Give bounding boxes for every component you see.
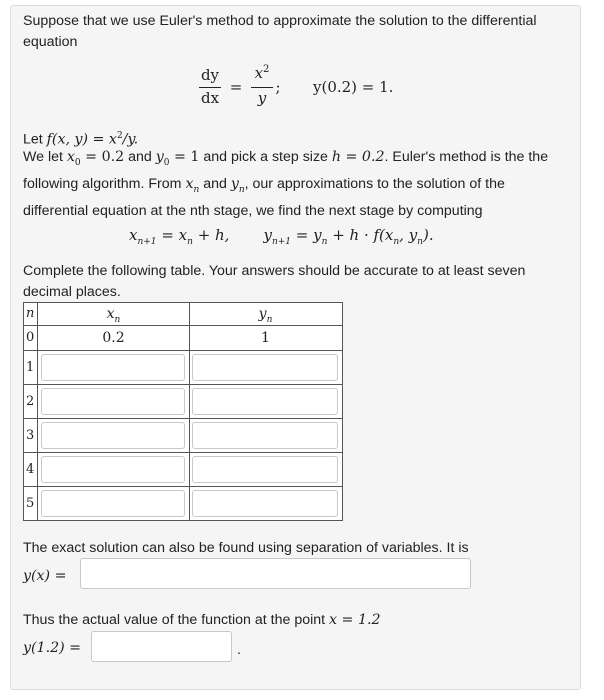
x1-input[interactable]	[41, 354, 185, 381]
row0-x-value: 0.2	[38, 326, 190, 350]
ode-denominator: y	[257, 89, 267, 107]
rec-x-rhs-b: + h,	[192, 226, 230, 244]
table-intro: Complete the following table. Your answers should be accurate to at least seven decimal places.	[23, 263, 526, 300]
row3-x-cell	[38, 419, 190, 452]
table-row-1	[24, 350, 342, 384]
setup-yn-sub: n	[238, 184, 245, 195]
table-row-4	[24, 452, 342, 486]
y3-input[interactable]	[192, 422, 338, 449]
ode-equals: =	[229, 78, 243, 96]
setup-y0-value: = 1	[169, 149, 200, 165]
y4-input[interactable]	[192, 456, 338, 483]
rec-y-rhs-b: + h · f(x	[327, 226, 394, 244]
actual-value-label: y(1.2) =	[23, 640, 82, 656]
setup-and2: and	[199, 175, 231, 192]
row3-y-cell	[189, 419, 342, 452]
table-header-row	[24, 303, 342, 325]
exact-solution-text: The exact solution can also be found using separation of variables. It is	[23, 540, 469, 556]
actual-value-text	[23, 610, 381, 631]
row-n: 2	[24, 385, 38, 418]
setup-rest1: . Euler's method is the the	[384, 149, 549, 165]
euler-table	[23, 302, 343, 521]
setup-line2-a: following algorithm. From	[23, 175, 186, 192]
rec-y-rhs-a: = y	[291, 226, 322, 244]
rec-y-rhs-sub3: n	[417, 237, 423, 247]
rec-x-next-sub: n+1	[137, 237, 157, 247]
header-y-label: y	[258, 306, 267, 322]
setup-x0: x	[66, 149, 75, 165]
rec-y-next: y	[263, 226, 272, 244]
ode-fraction-bar-left	[199, 87, 221, 88]
intro-text: Suppose that we use Euler's method to approximate the solution to the differential equation	[23, 13, 537, 50]
f-definition: f(x, y) = x	[46, 131, 117, 148]
header-x-label: x	[106, 306, 115, 322]
table-row-0	[24, 325, 342, 350]
header-y-sub: n	[266, 314, 273, 325]
question-card	[10, 5, 581, 690]
row2-x-cell	[38, 385, 190, 418]
setup-and1: and	[124, 149, 156, 165]
x3-input[interactable]	[41, 422, 185, 449]
ode-fraction-bar-right	[251, 87, 273, 88]
x2-input[interactable]	[41, 388, 185, 415]
row0-y-value: 1	[261, 330, 270, 346]
setup-we-let: We let	[23, 149, 67, 165]
x5-input[interactable]	[41, 490, 185, 517]
actual-value-period: .	[237, 642, 241, 658]
exact-solution-input[interactable]	[80, 558, 471, 589]
f-exponent: 2	[116, 131, 123, 141]
row2-y-cell	[189, 385, 342, 418]
setup-xn: x	[185, 175, 194, 192]
y5-input[interactable]	[192, 490, 338, 517]
ode-numerator: x	[254, 64, 264, 82]
header-xn	[38, 303, 190, 325]
setup-yn: y	[230, 175, 239, 192]
let-word: Let	[23, 131, 47, 148]
f-tail: /y.	[122, 131, 139, 148]
rec-x-next: x	[129, 226, 138, 244]
table-row-3	[24, 418, 342, 452]
ode-dy: dy	[200, 66, 220, 84]
header-x-sub: n	[114, 314, 121, 325]
ode-semicolon: ;	[275, 78, 281, 96]
row-n: 4	[24, 453, 38, 486]
setup-paragraph	[23, 147, 575, 222]
rec-y-rhs-sub2: n	[393, 237, 400, 247]
row5-y-cell	[189, 487, 342, 520]
ode-initial-condition: y(0.2) = 1.	[313, 78, 394, 96]
setup-pick: and pick a step size	[199, 149, 332, 165]
rec-x-rhs-sub: n	[187, 237, 193, 247]
setup-y0-sub: 0	[163, 157, 170, 168]
row-n: 5	[24, 487, 38, 520]
rec-y-next-sub: n+1	[271, 237, 292, 247]
setup-step-size: h = 0.2	[331, 149, 385, 165]
setup-x0-value: = 0.2	[80, 149, 125, 165]
header-yn	[189, 303, 342, 325]
row4-x-cell	[38, 453, 190, 486]
actual-value-input[interactable]	[91, 631, 232, 662]
y1-input[interactable]	[192, 354, 338, 381]
x4-input[interactable]	[41, 456, 185, 483]
ode-dx: dx	[200, 89, 220, 107]
row-n: 1	[24, 351, 38, 384]
setup-line2-b: , our approximations to the solution of the	[244, 175, 505, 192]
setup-xn-sub: n	[193, 184, 200, 195]
rec-y-rhs-c: , y	[399, 226, 418, 244]
header-n: n	[24, 303, 38, 325]
row1-y-cell	[189, 351, 342, 384]
exact-solution-label: y(x) =	[23, 568, 67, 584]
rec-y-rhs-sub: n	[321, 237, 328, 247]
row-n: 0	[24, 326, 38, 350]
y2-input[interactable]	[192, 388, 338, 415]
ode-numerator-exp: 2	[263, 64, 270, 75]
table-row-2	[24, 384, 342, 418]
setup-line3: differential equation at the nth stage, we find the next stage by computing	[23, 202, 483, 219]
setup-x0-sub: 0	[74, 157, 81, 168]
recurrence-display	[129, 226, 434, 247]
row1-x-cell	[38, 351, 190, 384]
actual-value-text-a: Thus the actual value of the function at the point	[23, 612, 330, 628]
actual-point: x = 1.2	[329, 612, 381, 628]
row5-x-cell	[38, 487, 190, 520]
row-n: 3	[24, 419, 38, 452]
table-row-5	[24, 486, 342, 520]
setup-y0: y	[155, 149, 164, 165]
rec-y-rhs-d: ).	[422, 226, 434, 244]
row4-y-cell	[189, 453, 342, 486]
rec-x-rhs-a: = x	[156, 226, 188, 244]
